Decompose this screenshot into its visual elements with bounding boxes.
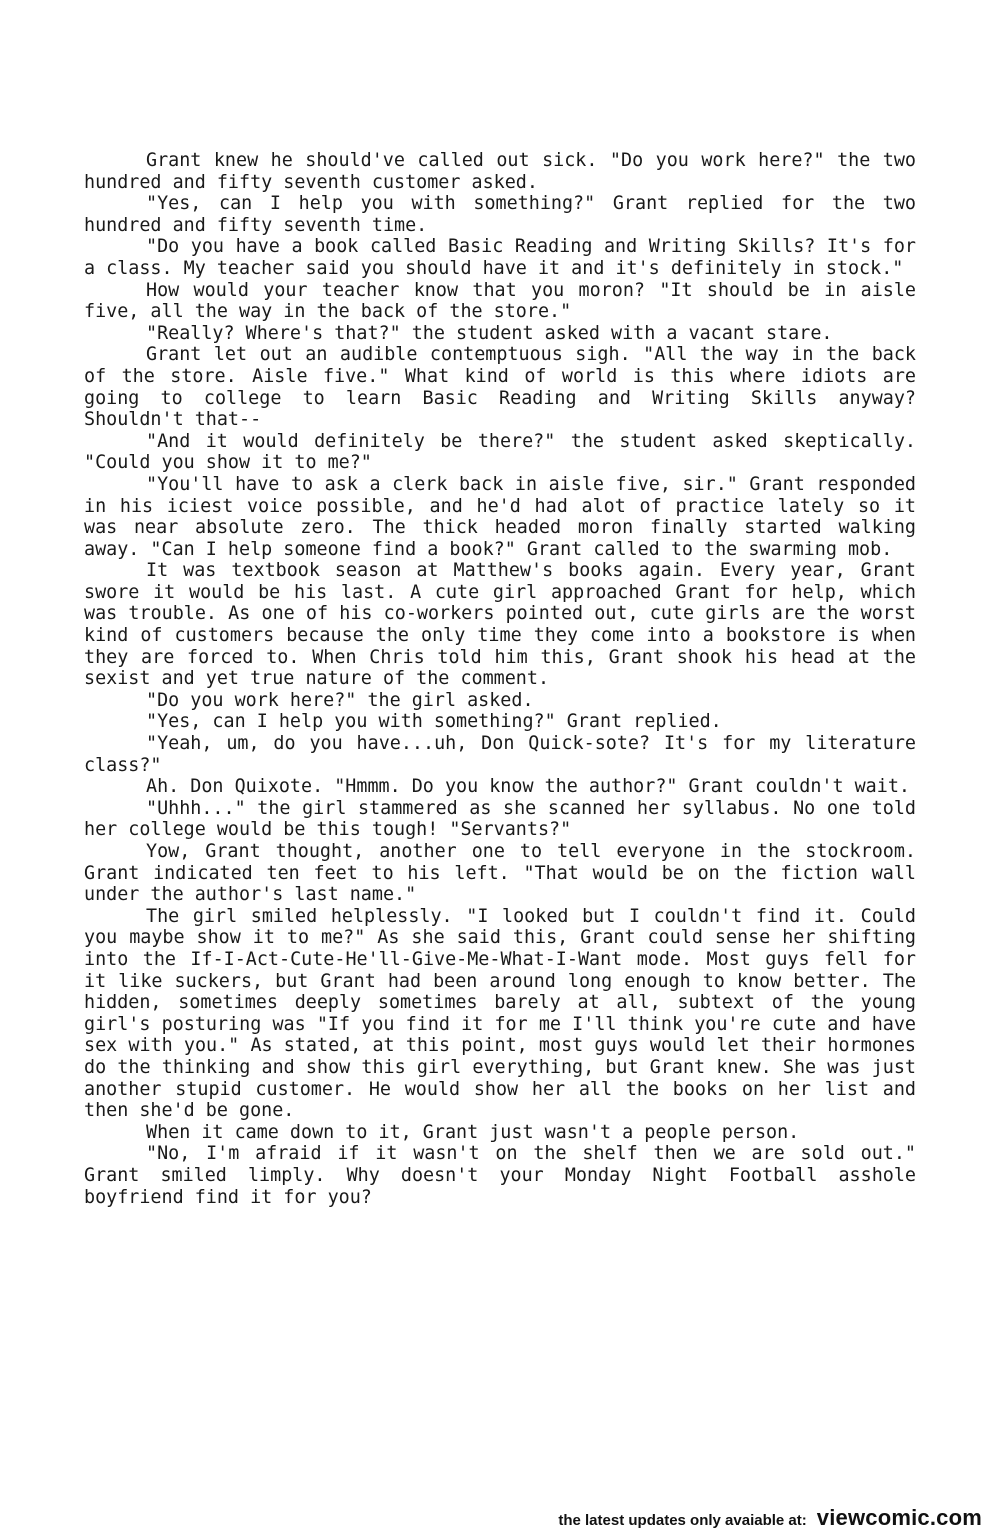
footer-watermark [558, 1505, 982, 1531]
story-paragraph: "Yeah, um, do you have...uh, Don Quick-sote? It's for my literature class?" [84, 733, 916, 776]
story-paragraph: "And it would definitely be there?" the student asked skeptically. "Could you show it to me?" [84, 430, 916, 474]
story-paragraph: "You'll have to ask a clerk back in aisle five, sir." Grant responded in his iciest voice possible, and he'd had alot of practice lately so it was near absolute zero. The thick headed moron finally started walking away. "Can I help someone find a book?" Grant called to the swarming mob. [84, 473, 916, 560]
footer-brand: viewcomic.com [816, 1505, 982, 1530]
footer-note: the latest updates only avaiable at: [558, 1512, 807, 1529]
story-paragraph: Grant let out an audible contemptuous sigh. "All the way in the back of the store. Aisle five." What kind of world is this where idiots are going to college to learn Basic Reading and Writing Skills anyway? Shouldn't that-- [84, 344, 916, 431]
story-paragraph: "Yes, can I help you with something?" Grant replied. [146, 711, 722, 733]
story-paragraph: "Really? Where's that?" the student asked with a vacant stare. [146, 322, 833, 344]
story-paragraph: It was textbook season at Matthew's books again. Every year, Grant swore it would be his last. A cute girl approached Grant for help, which was trouble. As one of his co-workers pointed out, cute girls are the worst kind of customers because the only time they come into a bookstore is when they are forced to. When Chris told him this, Grant shook his head at the sexist and yet true nature of the comment. [84, 560, 916, 690]
story-paragraph: How would your teacher know that you moron? "It should be in aisle five, all the way in the back of the store." [84, 279, 916, 323]
story-paragraph: Yow, Grant thought, another one to tell everyone in the stockroom. Grant indicated ten feet to his left. "That would be on the fiction wall under the author's last name." [84, 841, 916, 906]
story-paragraph: "Do you work here?" the girl asked. [146, 689, 534, 711]
story-paragraph: "Yes, can I help you with something?" Grant replied for the two hundred and fifty seventh time. [84, 193, 916, 236]
story-paragraph: Grant knew he should've called out sick. "Do you work here?" the two hundred and fifty seventh customer asked. [84, 150, 916, 193]
story-paragraph: When it came down to it, Grant just wasn't a people person. [146, 1121, 800, 1143]
story-paragraph: The girl smiled helplessly. "I looked but I couldn't find it. Could you maybe show it to me?" As she said this, Grant could sense her shifting into the If-I-Act-Cute-He'll-Give-Me-What-I-Want mode. Most guys fell for it like suckers, but Grant had been around long enough to know better. The hidden, sometimes deeply sometimes barely at all, subtext of the young girl's posturing was "If you find it for me I'll think you're cute and have sex with you." As stated, at this point, most guys would let their hormones do the thinking and show this girl everything, but Grant knew. She was just another stupid customer. He would show her all the books on her list and then she'd be gone. [84, 905, 916, 1122]
story-paragraph: "Uhhh..." the girl stammered as she scanned her syllabus. No one told her college would be this tough! "Servants?" [84, 797, 916, 841]
story-paragraph: "Do you have a book called Basic Reading and Writing Skills? It's for a class. My teacher said you should have it and it's definitely in stock." [84, 236, 916, 279]
story-paragraph: "No, I'm afraid if it wasn't on the shelf then we are sold out." Grant smiled limply. Why doesn't your Monday Night Football asshole boyfriend find it for you? [84, 1143, 916, 1208]
story-text [84, 150, 916, 1208]
story-paragraph: Ah. Don Quixote. "Hmmm. Do you know the author?" Grant couldn't wait. [146, 776, 910, 798]
